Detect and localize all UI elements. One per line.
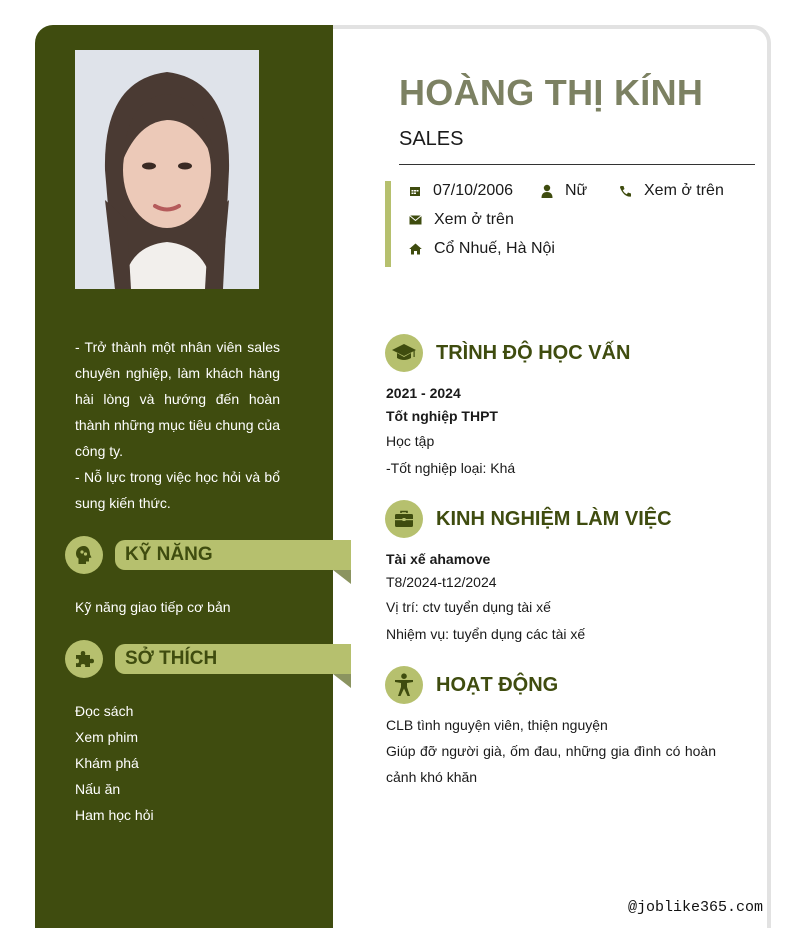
objective-line: - Trở thành một nhân viên sales chuyên nghiệp, làm khách hàng hài lòng và hướng đến hoàn thành những mục tiêu chung của công ty.: [75, 339, 280, 459]
skills-heading-label: KỸ NĂNG: [115, 540, 351, 570]
person-icon: [541, 184, 553, 198]
address-value: Cổ Nhuế, Hà Nội: [434, 240, 555, 257]
accessibility-person-icon: [385, 666, 423, 704]
contact-address: [409, 238, 555, 260]
experience-heading-label: KINH NGHIỆM LÀM VIỆC: [436, 507, 672, 530]
list-item: Ham học hỏi: [75, 807, 154, 823]
skills-list: [75, 594, 231, 620]
experience-duty: Nhiệm vụ: tuyển dụng các tài xế: [386, 626, 586, 642]
list-item: Kỹ năng giao tiếp cơ bản: [75, 599, 231, 615]
experience-role: Tài xế ahamove: [386, 551, 491, 567]
activities-heading: [385, 666, 558, 704]
experience-body: [386, 547, 716, 647]
list-item: Xem phim: [75, 729, 139, 745]
briefcase-icon: [385, 500, 423, 538]
objective-line: - Nỗ lực trong việc học hỏi và bổ sung kiến thức.: [75, 469, 280, 511]
email-value: Xem ở trên: [434, 211, 514, 228]
contact-accent-bar: [385, 181, 391, 267]
education-detail: -Tốt nghiệp loại: Khá: [386, 460, 516, 476]
activities-org: CLB tình nguyện viên, thiện nguyện: [386, 717, 608, 733]
profile-photo: [75, 50, 259, 289]
phone-value: Xem ở trên: [644, 182, 724, 199]
puzzle-icon: [65, 640, 103, 678]
list-item: Khám phá: [75, 755, 139, 771]
gender-value: Nữ: [565, 182, 588, 199]
brain-head-icon: [65, 536, 103, 574]
activities-detail: Giúp đỡ người già, ốm đau, những gia đình có hoàn cảnh khó khăn: [386, 743, 716, 785]
experience-period: T8/2024-t12/2024: [386, 574, 497, 590]
education-label: Học tập: [386, 433, 435, 449]
candidate-name: HOÀNG THỊ KÍNH: [399, 72, 704, 113]
hobbies-heading-label: SỞ THÍCH: [115, 644, 351, 674]
contact-gender: [541, 180, 587, 202]
ribbon-fold: [333, 674, 351, 688]
activities-heading-label: HOẠT ĐỘNG: [436, 673, 559, 696]
home-icon: [409, 243, 422, 255]
contact-phone: [619, 180, 724, 202]
graduation-cap-icon: [385, 334, 423, 372]
career-objective: [75, 334, 280, 516]
birthday-value: 07/10/2006: [433, 182, 514, 199]
envelope-icon: [409, 215, 422, 225]
header-divider: [399, 164, 755, 165]
site-watermark: @joblike365.com: [628, 899, 764, 916]
hobbies-list: [75, 698, 154, 828]
job-title: SALES: [399, 128, 464, 150]
education-heading: [385, 334, 630, 372]
experience-position: Vị trí: ctv tuyển dụng tài xế: [386, 599, 551, 615]
list-item: Nấu ăn: [75, 781, 121, 797]
skills-heading: [65, 536, 351, 586]
education-body: [386, 381, 716, 481]
contact-email: [409, 209, 514, 231]
experience-heading: [385, 500, 672, 538]
list-item: Đọc sách: [75, 703, 134, 719]
ribbon-fold: [333, 570, 351, 584]
education-degree: Tốt nghiệp THPT: [386, 408, 498, 424]
education-heading-label: TRÌNH ĐỘ HỌC VẤN: [436, 341, 631, 364]
contact-birthday: [409, 180, 513, 202]
calendar-icon: [409, 185, 421, 197]
education-period: 2021 - 2024: [386, 385, 461, 401]
hobbies-heading: [65, 640, 351, 690]
phone-icon: [619, 185, 632, 198]
activities-body: [386, 712, 716, 790]
